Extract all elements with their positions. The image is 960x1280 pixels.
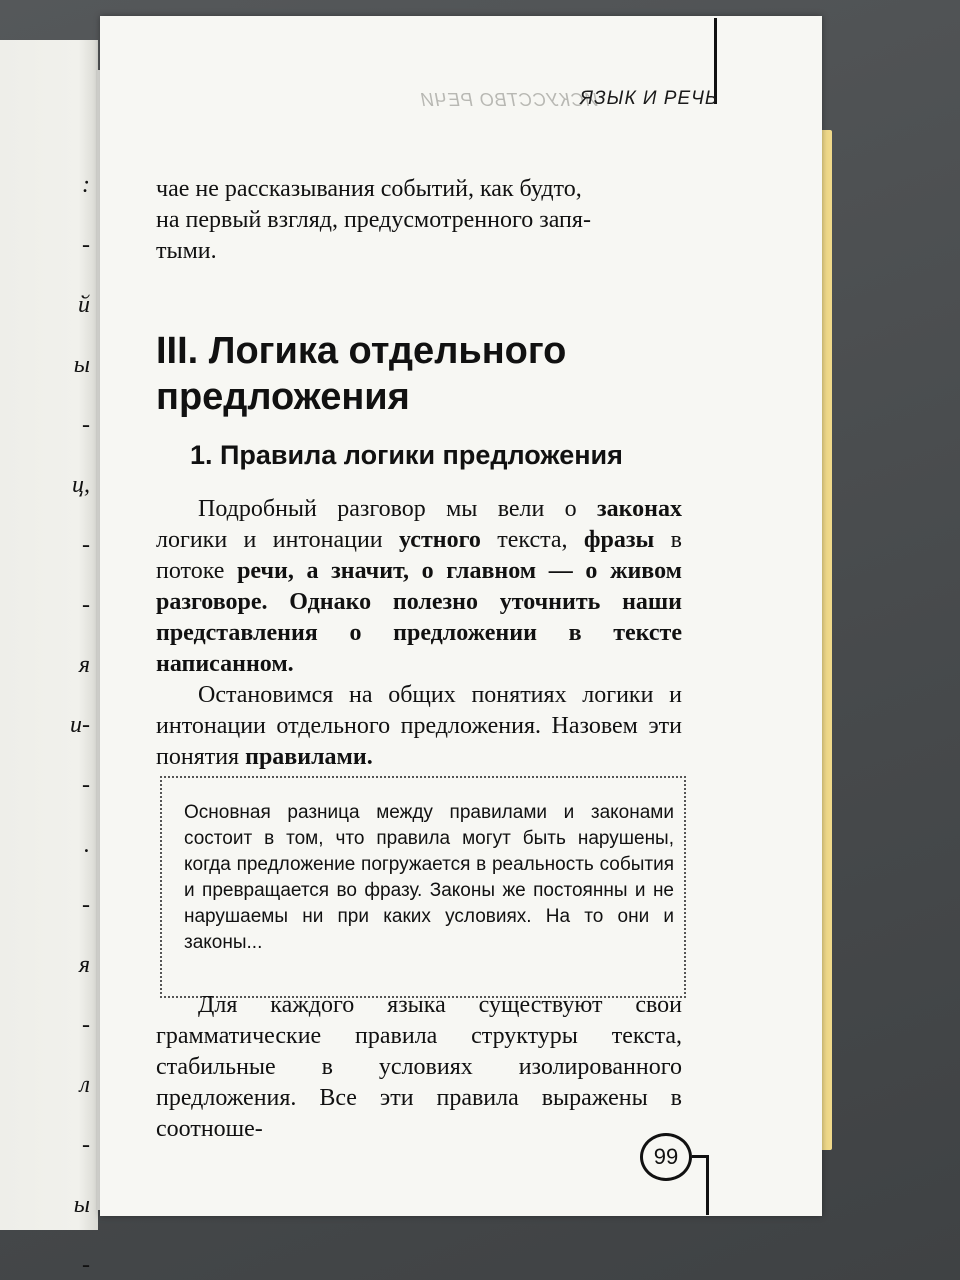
chapter-heading-line: III. Логика отдельного — [156, 330, 567, 372]
left-page-fragment: и- — [70, 712, 90, 738]
text-run: текста, — [480, 527, 584, 553]
left-page-fragment: - — [82, 592, 90, 618]
paragraph-text — [156, 494, 682, 680]
section-heading: 1. Правила логики предложения — [190, 440, 623, 470]
text-run: логики и интонации — [156, 527, 400, 553]
left-page-fragment: - — [82, 1012, 90, 1038]
paragraph-3 — [156, 990, 682, 1145]
intro-text — [156, 174, 682, 267]
left-page-fragment: . — [84, 832, 90, 858]
left-page-fragment: я — [78, 952, 90, 978]
bold-run: законах — [597, 496, 682, 522]
left-page-fragment: - — [82, 892, 90, 918]
running-head-bleed-through: ИСКУССТВО РЕЧИ — [420, 90, 599, 110]
note-box — [160, 776, 686, 998]
page-number: 99 — [640, 1133, 692, 1181]
intro-line: на первый взгляд, предусмотренного запя- — [156, 207, 591, 233]
paragraph-2 — [156, 680, 682, 773]
bold-run: фразы — [583, 527, 655, 553]
left-page-fragment: я — [78, 652, 90, 678]
text-run: Подробный разговор мы вели о — [198, 496, 598, 522]
intro-line: чае не рассказывания событий, как будто, — [156, 176, 582, 202]
left-page-fragment: ы — [73, 352, 90, 378]
left-page-fragment: : — [82, 172, 90, 198]
left-page-fragment: ы — [73, 1192, 90, 1218]
left-page-fragment: - — [82, 232, 90, 258]
chapter-heading — [156, 328, 696, 420]
paragraph-text — [156, 680, 682, 773]
left-page-fragment: - — [82, 532, 90, 558]
page-number-rule — [706, 1155, 709, 1215]
left-page — [0, 40, 98, 1278]
text-run: в потоке — [156, 527, 682, 584]
bold-run: устного — [399, 527, 481, 553]
left-page-fragment: - — [82, 1132, 90, 1158]
left-page-fragment: ц, — [72, 472, 90, 498]
bold-run: правилами. — [245, 744, 373, 770]
left-page-fragment: - — [82, 1252, 90, 1278]
chapter-heading-line: предложения — [156, 376, 410, 418]
left-page-fragment: - — [82, 412, 90, 438]
running-head: ЯЗЫК И РЕЧЬ — [580, 88, 719, 109]
bold-run: речи, а значит, о главном — о живом разговоре. Однако полезно уточнить наши представления о предложении в тексте написанном. — [156, 558, 682, 677]
left-page-fragment: л — [79, 1072, 90, 1098]
left-page-fragment: й — [78, 292, 90, 318]
intro-line: тыми. — [156, 238, 217, 264]
paragraph-1 — [156, 494, 682, 680]
text-run: Остановимся на общих понятиях логики и интонации отдельного предложения. Назовем эти понятия — [156, 682, 682, 770]
paragraph-text: Для каждого языка существуют свои грамматические правила структуры текста, стабильные в условиях изолированного предложения. Все эти правила выражены в соотноше- — [156, 992, 682, 1142]
left-page-fragment: - — [82, 772, 90, 798]
note-box-text: Основная разница между правилами и законами состоит в том, что правила могут быть нарушены, когда предложение погружается в реальность события и превращается во фразу. Законы же постоянны и не нарушаемы ни при каких условиях. На то они и законы... — [184, 802, 674, 953]
